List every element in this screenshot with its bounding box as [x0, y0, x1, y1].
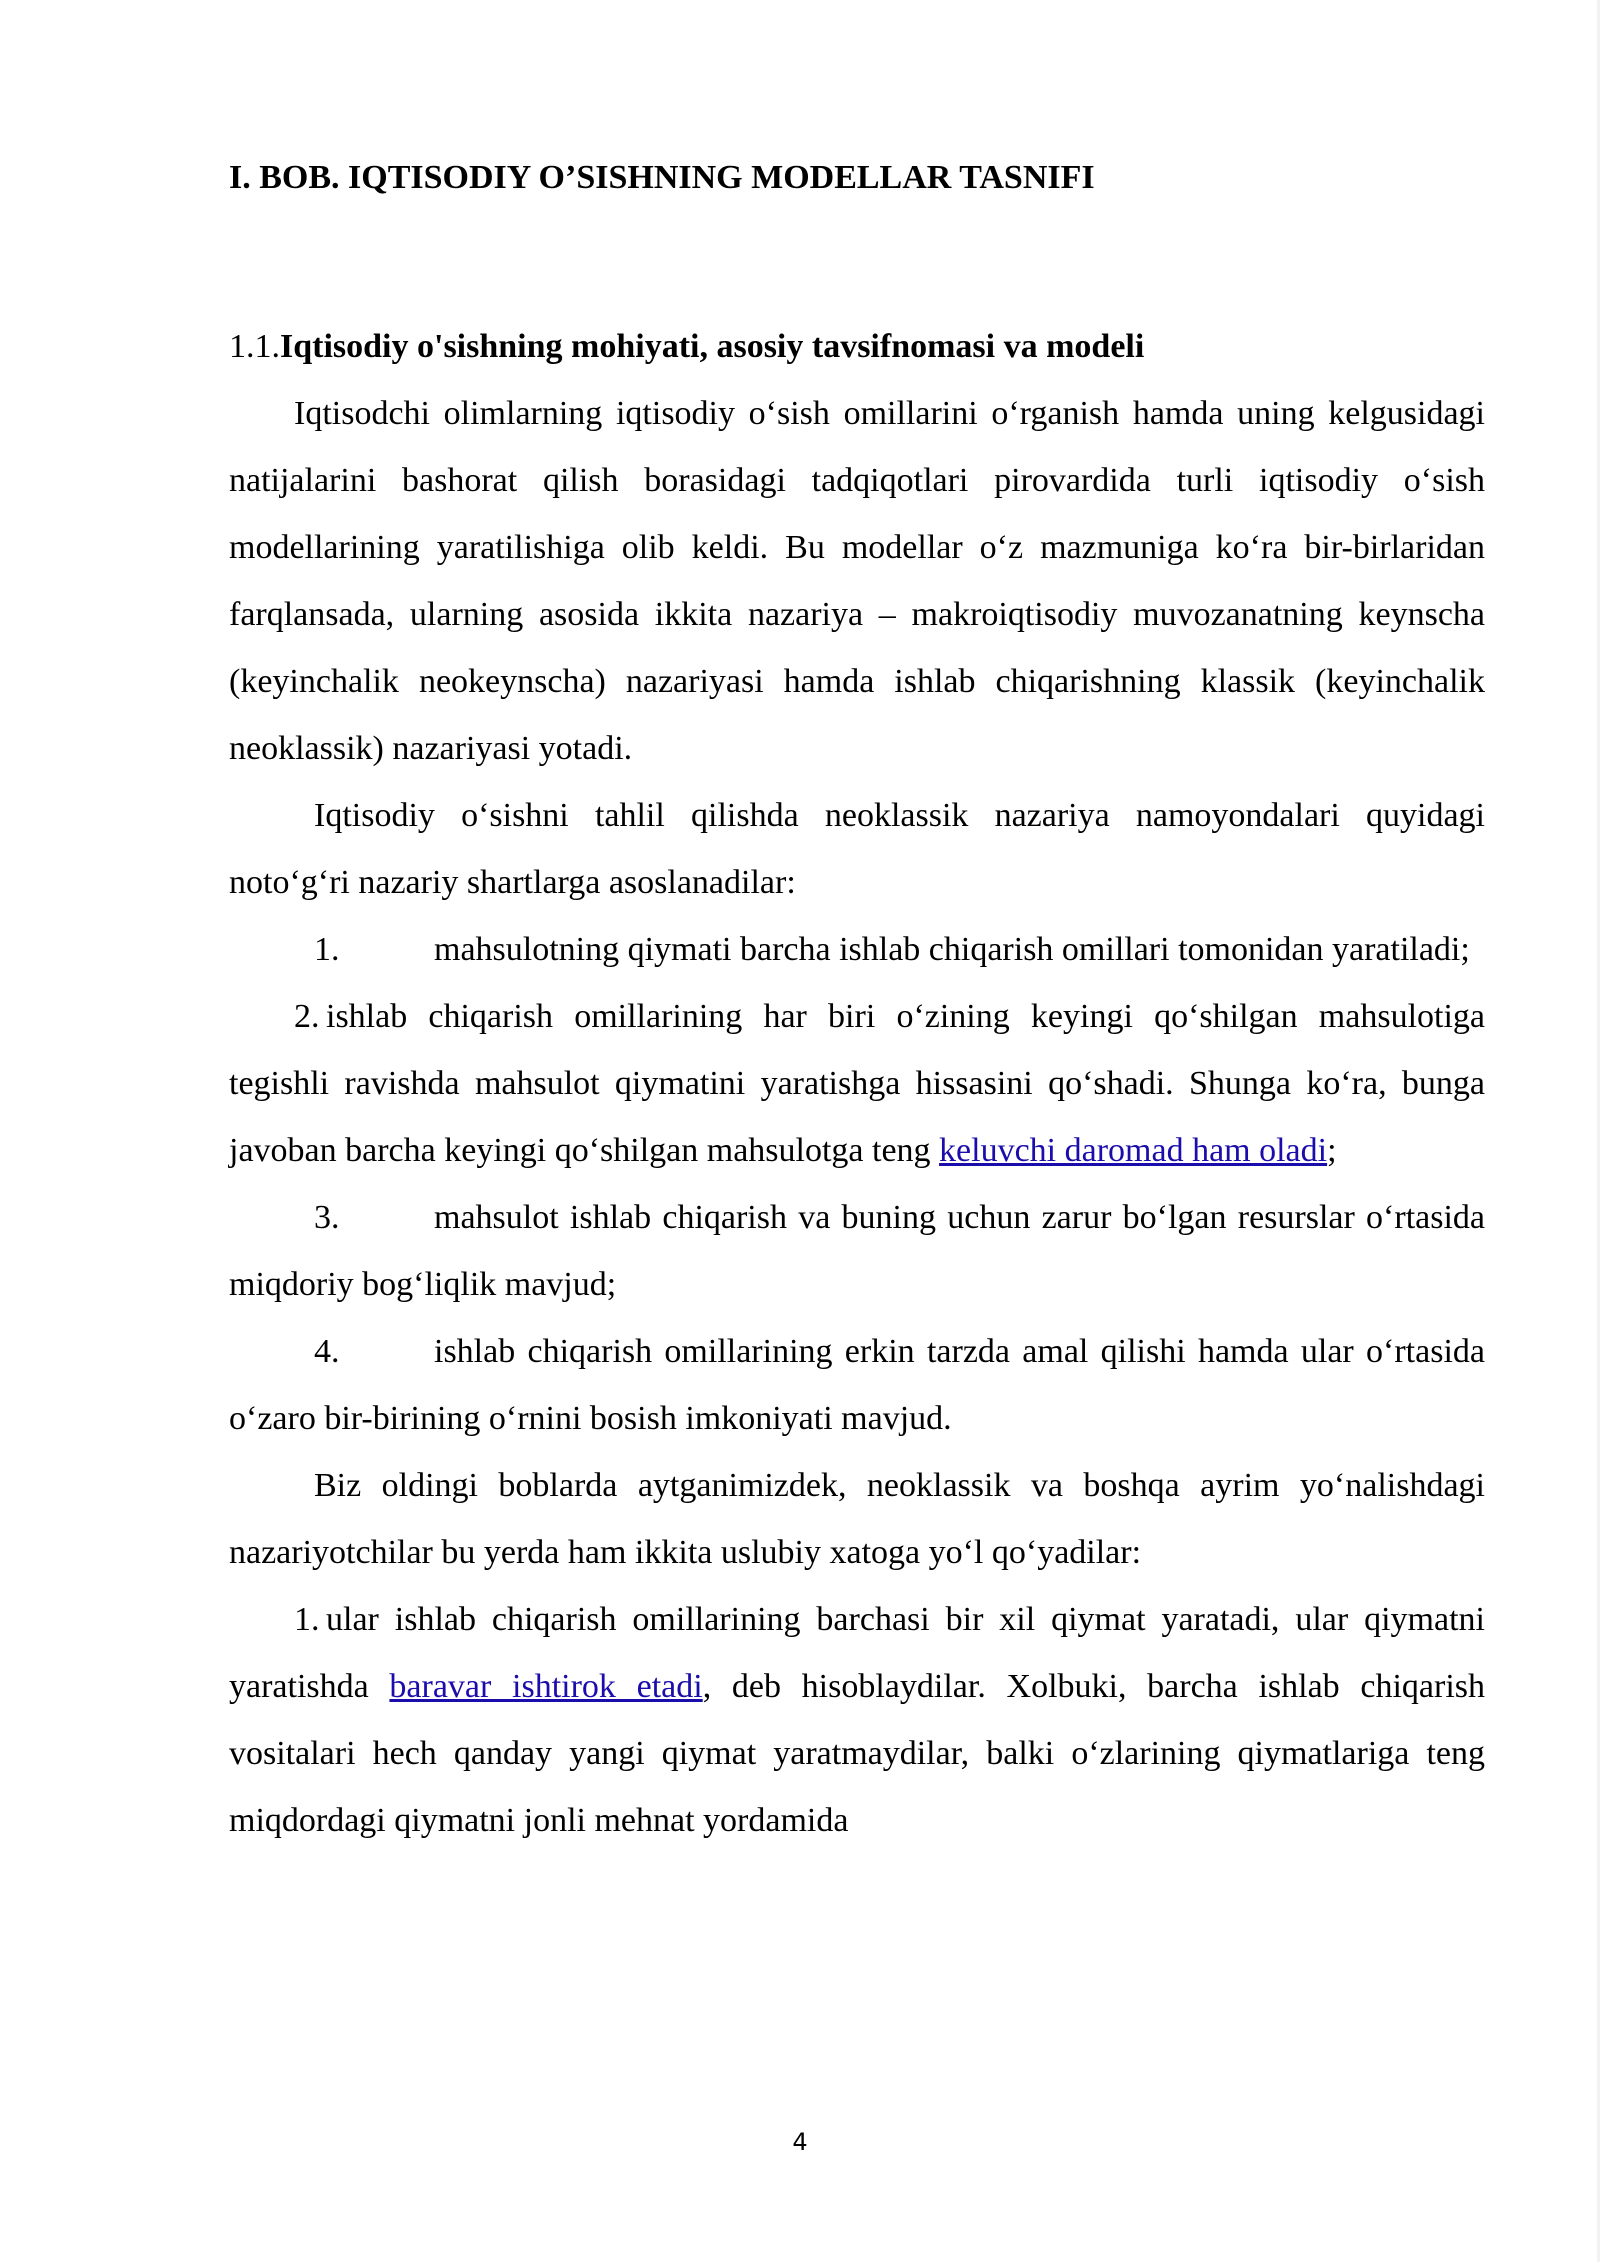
list-item-2-text: ishlab chiqarish omillarining har biri o‘zining keyingi qo‘shilgan mahsulotiga tegishli ravishda mahsulot qiymatini yaratishga hissasini qo‘shadi. Shunga ko‘ra, bunga javoban barcha keyingi qo‘shilgan mahsulotga teng — [229, 998, 1485, 1169]
link-baravar-ishtirok[interactable]: baravar ishtirok etadi — [389, 1668, 703, 1705]
list-item-2-end: ; — [1327, 1132, 1337, 1169]
list-item-2 — [229, 983, 1485, 1184]
list-item-5-text-b: , deb hisoblaydilar. Xolbuki, barcha ishlab chiqarish vositalari hech qanday yangi qiymat yaratmaydilar, balki o‘zlarining qiymatlariga teng miqdordagi qiymatni jonli mehnat yordamida — [229, 1668, 1485, 1839]
paragraph-3: Biz oldingi boblarda aytganimizdek, neoklassik va boshqa ayrim yo‘nalishdagi nazariyotchilar bu yerda ham ikkita uslubiy xatoga yo‘l qo‘yadilar: — [229, 1467, 1485, 1571]
chapter-title: I. BOB. IQTISODIY O’SISHNING MODELLAR TASNIFI — [229, 159, 1095, 196]
list-item-5 — [229, 1586, 1485, 1854]
link-keluvchi-daromad[interactable]: keluvchi daromad ham oladi — [939, 1132, 1328, 1169]
list-item-1-text: mahsulotning qiymati barcha ishlab chiqarish omillari tomonidan yaratiladi; — [434, 931, 1470, 968]
paragraph-1: Iqtisodchi olimlarning iqtisodiy o‘sish omillarini o‘rganish hamda uning kelgusidagi natijalarini bashorat qilish borasidagi tadqiqotlari pirovardida turli iqtisodiy o‘sish modellarining yaratilishiga olib keldi. Bu modellar o‘z mazmuniga ko‘ra bir-birlaridan farqlansada, ularning asosida ikkita nazariya – makroiqtisodiy muvozanatning keynscha (keyinchalik neokeynscha) nazariyasi hamda ishlab chiqarishning klassik (keyinchalik neoklassik) nazariyasi yotadi. — [229, 395, 1485, 767]
list-item-4-text: ishlab chiqarish omillarining erkin tarzda amal qilishi hamda ular o‘rtasida o‘zaro bir-birining o‘rnini bosish imkoniyati mavjud. — [229, 1333, 1485, 1437]
list-item-3-number: 3. — [314, 1199, 340, 1236]
list-item-1 — [229, 916, 1485, 983]
list-item-2-number: 2. — [294, 998, 320, 1035]
section-heading — [229, 313, 1485, 380]
page-body — [229, 313, 1485, 1854]
paragraph-2: Iqtisodiy o‘sishni tahlil qilishda neoklassik nazariya namoyondalari quyidagi noto‘g‘ri nazariy shartlarga asoslanadilar: — [229, 797, 1485, 901]
list-item-1-number: 1. — [314, 931, 340, 968]
list-item-5-text-a: ular ishlab chiqarish omillarining barchasi bir xil qiymat yaratadi, ular qiymatni yaratishda — [229, 1601, 1485, 1705]
list-item-3 — [229, 1184, 1485, 1318]
list-item-4 — [229, 1318, 1485, 1452]
section-title: Iqtisodiy o'sishning mohiyati, asosiy tavsifnomasi va modeli — [280, 328, 1145, 365]
list-item-3-text: mahsulot ishlab chiqarish va buning uchun zarur bo‘lgan resurslar o‘rtasida miqdoriy bog‘liqlik mavjud; — [229, 1199, 1485, 1303]
list-item-5-number: 1. — [294, 1601, 320, 1638]
list-item-4-number: 4. — [314, 1333, 340, 1370]
page-number: 4 — [792, 2128, 808, 2156]
section-number: 1.1. — [229, 328, 280, 365]
